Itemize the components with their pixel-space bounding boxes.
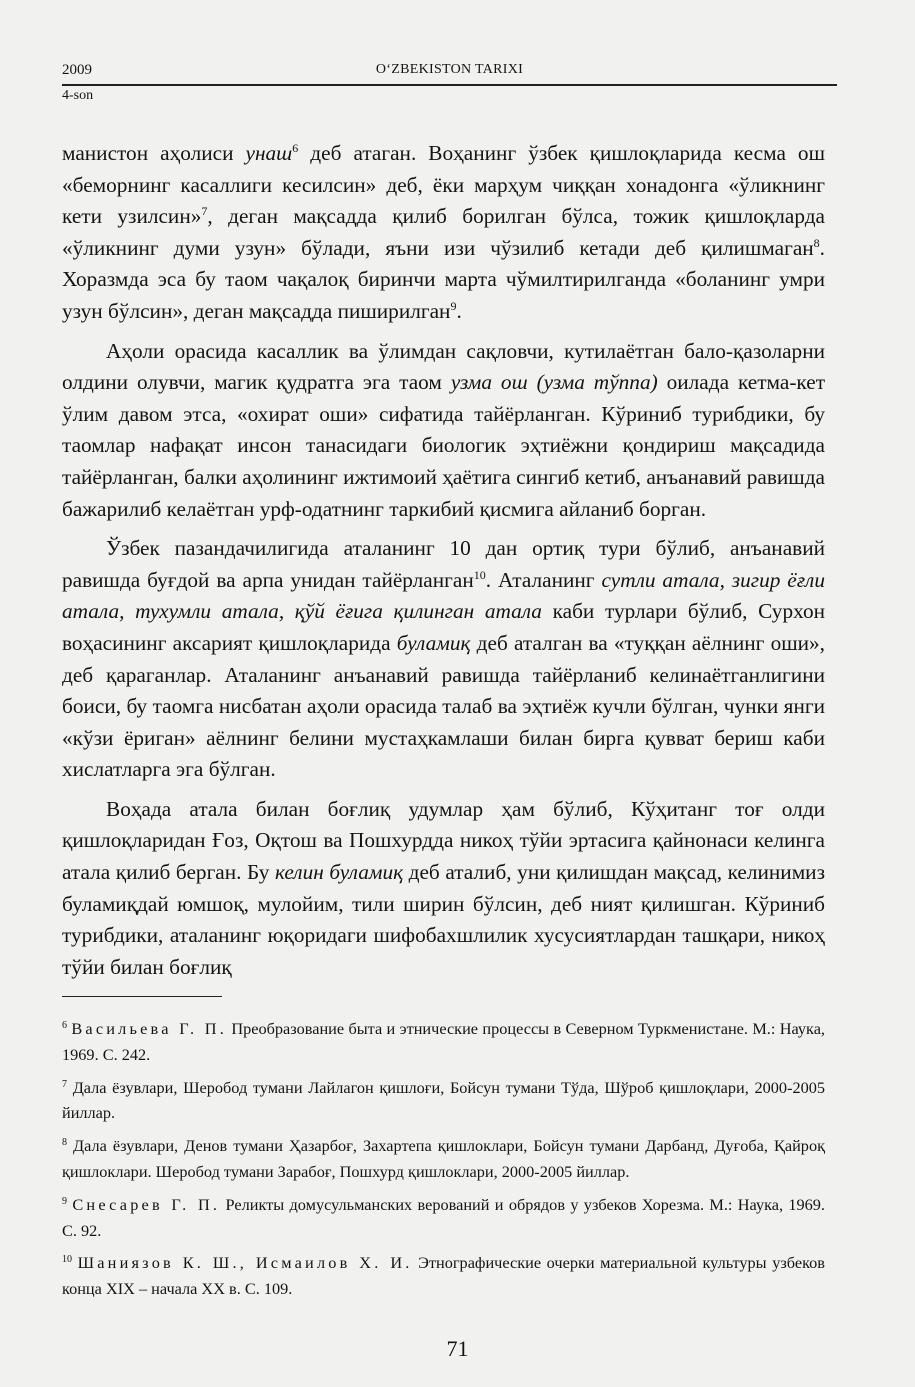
footnote-ref: 6 xyxy=(292,141,299,155)
body-text xyxy=(62,138,825,991)
italic-term: сутли атала, зигир ёғли атала, тухумли атала, қўй ёғига қилинган атала xyxy=(62,567,825,624)
footnote-ref: 9 xyxy=(450,298,457,313)
footnote-author: Васильева Г. П. xyxy=(71,1019,228,1038)
footnote: $^8$ Дала ёзувлари, Денов тумани Ҳазарбоғ, Захартепа қишлоклари, Бойсун тумани Дарбанд, Дуғоба, Қайроқ қишлоклари. Шеробод тумани Зарабоғ, Пошхурд қишлоклари, 2000-2005 йиллар. xyxy=(62,1136,825,1181)
footnote-author: Шаниязов К. Ш., Исмаилов Х. И. xyxy=(77,1253,413,1273)
paragraph-3: Ўзбек пазандачилигида аталанинг 10 дан ортиқ тури бўлиб, анъанавий равишда буғдой ва арпа унидан тайёрланган$^{10}$. Аталанинг сутли атала, зигир ёғли атала, тухумли атала, қўй ёғига қилинган атала каби турлари бўлиб, Сурхон воҳасининг аксарият қишлоқларида буламиқ деб аталган ва «туққан аёлнинг оши», деб қараганлар. Аталанинг анъанавий равишда тайёрланиб келинаётганлигини боиси, бу таомга нисбатан аҳоли орасида талаб ва эҳтиёж кучли бўлган, чунки янги «кўзи ёриган» аёлнинг белини мустаҳкамлаши билан бирга қувват бериш каби хислатларга эга бўлган. xyxy=(62,536,825,782)
paragraph-2: Аҳоли орасида касаллик ва ўлимдан сақловчи, кутилаётган бало-қазоларни олдини олувчи, магик қудратга эга таом узма ош (узма тўппа) оилада кетма-кет ўлим давом этса, «охират оши» сифатида тайёрланган. Кўриниб турибдики, бу таомлар нафақат инсон танасидаги биологик эҳтиёжни қондириш мақсадида тайёрланган, балки аҳолининг ижтимоий ҳаётига сингиб кетиб, анъанавий равишда бажарилиб келаётган урф-одатнинг таркибий қисмига айланиб борган. xyxy=(62,338,825,521)
footnote-ref: 8 xyxy=(813,235,820,250)
page-number: 71 xyxy=(446,1336,469,1361)
footnote: $^9$ Снесарев Г. П. Реликты домусульманских верований и обрядов у узбеков Хорезма. М.: Наука, 1969. С. 92. xyxy=(62,1194,826,1240)
paragraph-1: манистон аҳолиси унаш$^6$ деб атаган. Воҳанинг ўзбек қишлоқларида кесма ош «беморнинг касаллиги кесилсин» деб, ёки марҳум чиққан хонадонга «ўликнинг кети узилсин»$^7$, деган мақсадда қилиб борилган бўлса, тожик қишлоқларда «ўликнинг думи узун» бўлади, яъни изи чўзилиб кетади деб қилишмаган$^8$. Хоразмда эса бу таом чақалоқ биринчи марта чўмилтирилганда «боланинг умри узун бўлсин», деган мақсадда пиширилган$^9$. xyxy=(62,141,825,323)
footnote: $^{10}$ Шаниязов К. Ш., Исмаилов Х. И. Этнографические очерки материальной культуры узбеков конца XIX – начала XX в. С. 109. xyxy=(62,1253,825,1299)
footnote-author: Снесарев Г. П. xyxy=(72,1194,221,1214)
paragraph-4: Воҳада атала билан боғлиқ удумлар ҳам бўлиб, Кўҳитанг тоғ олди қишлоқларидан Ғоз, Оқтош ва Пошхурдда никоҳ тўйи эртасига қайнонаси келинга атала қилиб берган. Бу келин буламиқ деб аталиб, уни қилишдан мақсад, келинимиз буламиқдай юмшоқ, мулойим, тили ширин бўлсин, деб ният қилишган. Кўриниб турибдики, аталанинг юқоридаги шифобахшлилик хусусиятлардан ташқари, никоҳ тўйи билан боғлиқ xyxy=(62,796,825,979)
header-rule xyxy=(62,84,837,86)
footnote: $^7$ Дала ёзувлари, Шеробод тумани Лайлагон қишлоғи, Бойсун тумани Тўда, Шўроб қишлоқлари, 2000-2005 йиллар. xyxy=(62,1077,826,1123)
footnotes xyxy=(62,1016,825,1309)
footnote: $^6$ Васильева Г. П. Преобразование быта и этнические процессы в Северном Туркменистане. М.: Наука, 1969. С. 242. xyxy=(62,1019,825,1064)
footnote-ref: 10 xyxy=(473,567,486,582)
italic-term: буламиқ xyxy=(396,630,471,655)
italic-term: келин буламиқ xyxy=(274,860,404,885)
header-issue: 4-son xyxy=(62,88,94,103)
italic-term: узма ош (узма тўппа) xyxy=(450,370,658,395)
footnote-separator xyxy=(62,996,222,997)
italic-term: унаш xyxy=(245,141,293,165)
running-head xyxy=(62,62,837,86)
journal-title: O‘ZBEKISTON TARIXI xyxy=(375,62,524,77)
header-year: 2009 xyxy=(62,62,92,78)
footnote-ref: 7 xyxy=(201,204,208,219)
